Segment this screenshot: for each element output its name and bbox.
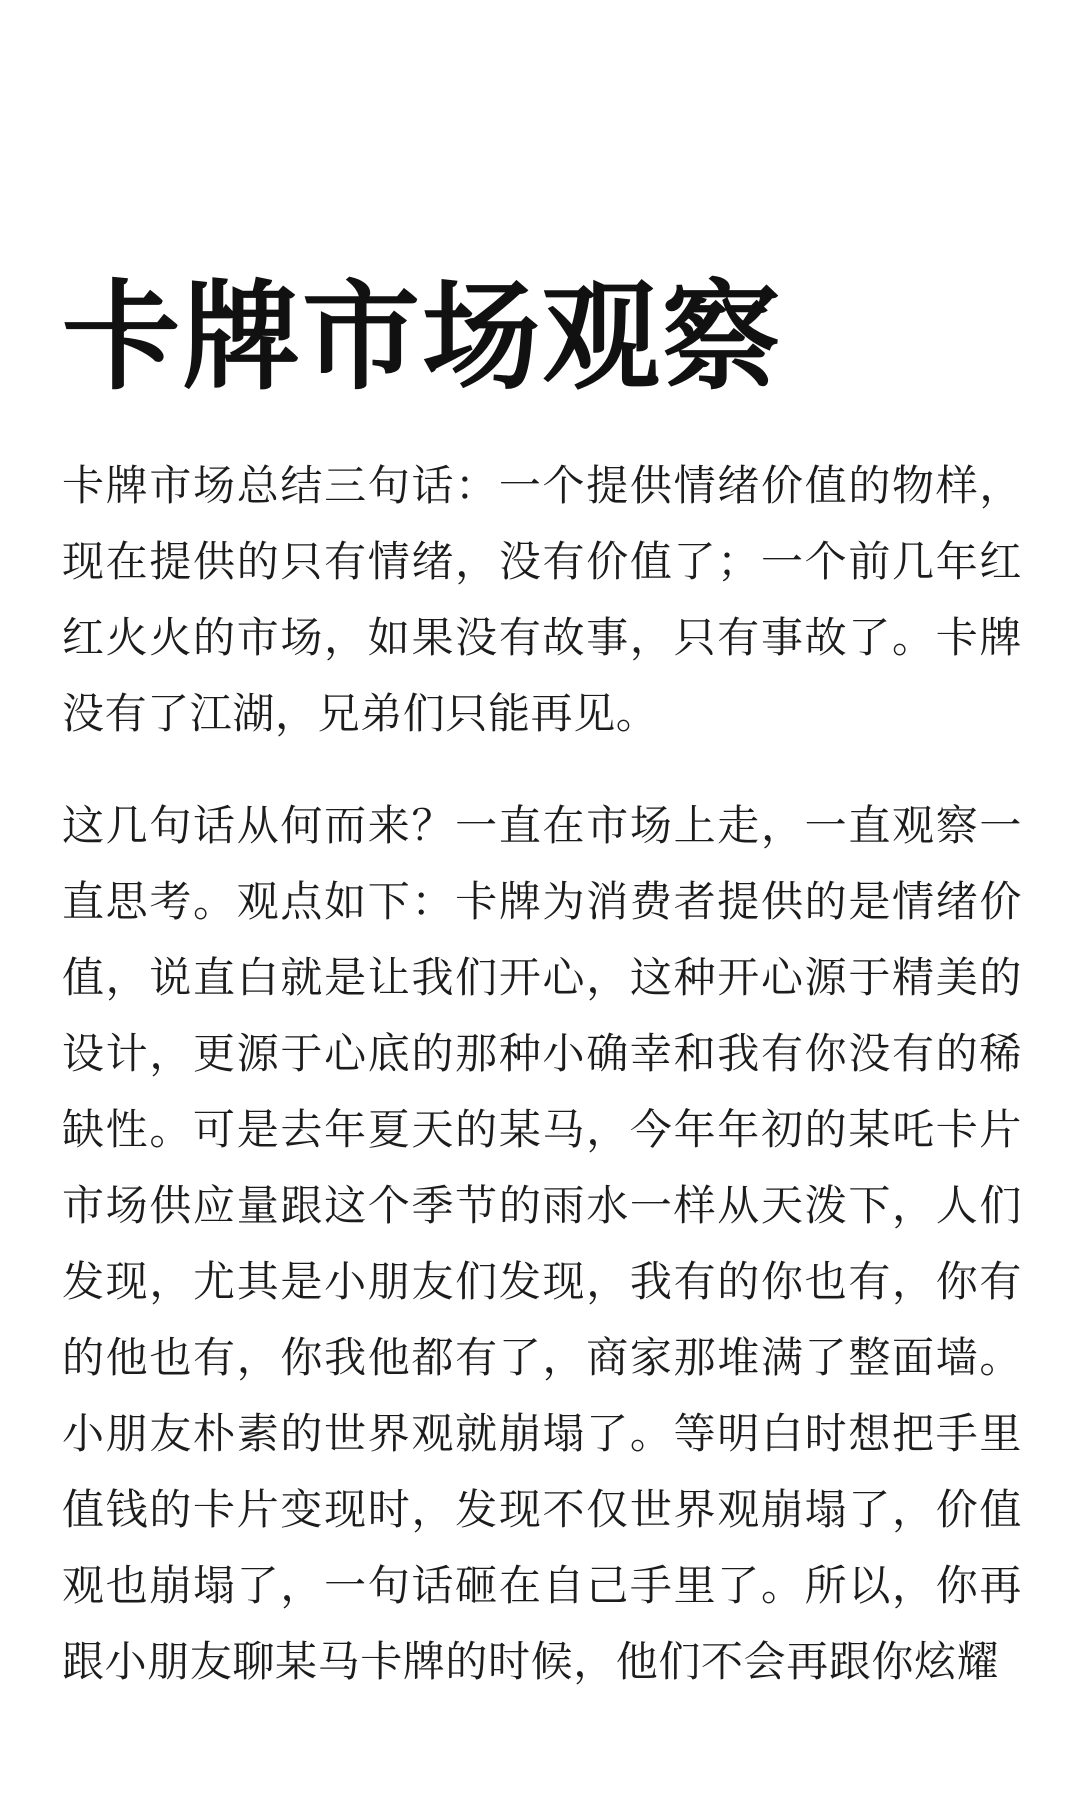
- article-paragraph-1: 卡牌市场总结三句话：一个提供情绪价值的物样，现在提供的只有情绪，没有价值了；一个前几年红红火火的市场，如果没有故事，只有事故了。卡牌没有了江湖，兄弟们只能再见。: [62, 461, 1022, 738]
- article: [62, 0, 1022, 1700]
- article-title: 卡牌市场观察: [62, 268, 783, 406]
- article-paragraph-2: 这几句话从何而来？一直在市场上走，一直观察一直思考。观点如下：卡牌为消费者提供的是情绪价值，说直白就是让我们开心，这种开心源于精美的设计，更源于心底的那种小确幸和我有你没有的稀缺性。可是去年夏天的某马，今年年初的某吒卡片市场供应量跟这个季节的雨水一样从天泼下，人们发现，尤其是小朋友们发现，我有的你也有，你有的他也有，你我他都有了，商家那堆满了整面墙。小朋友朴素的世界观就崩塌了。等明白时想把手里值钱的卡片变现时，发现不仅世界观崩塌了，价值观也崩塌了，一句话砸在自己手里了。所以，你再跟小朋友聊某马卡牌的时候，他们不会再跟你炫耀: [62, 801, 1022, 1686]
